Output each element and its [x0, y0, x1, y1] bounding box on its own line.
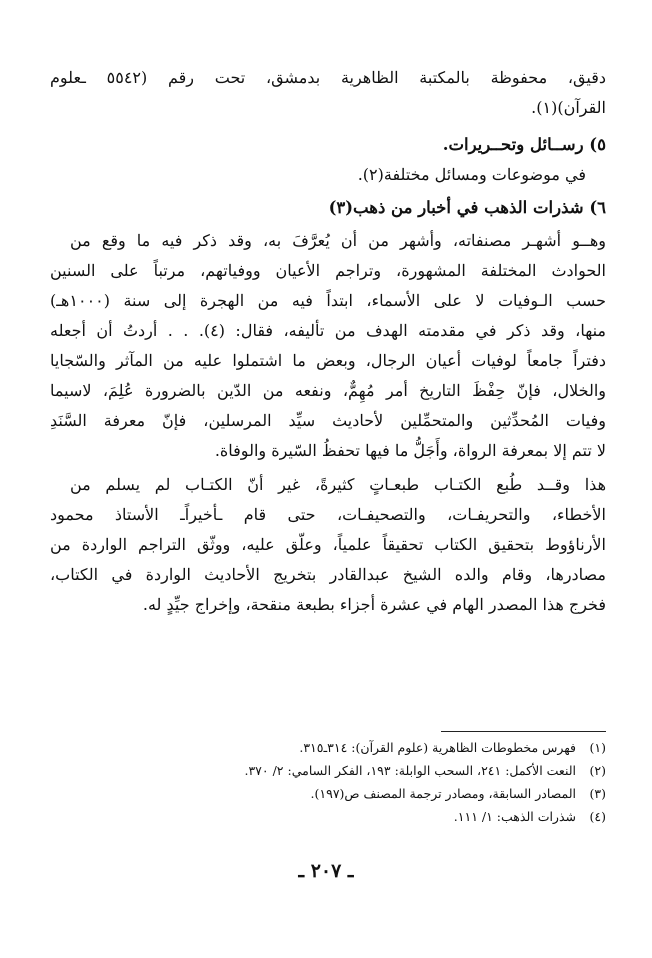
footnote-text: فهرس مخطوطات الظاهرية (علوم القرآن): ٣١٤ـ٣١٥.: [299, 740, 577, 755]
section-heading: ٦) شذرات الذهب في أخبار من ذهب(٣): [328, 198, 606, 217]
body-line: والخلال، فإنّ حِفْظَ التاريخ أمر مُهِمٌّ، ونفعه من الدّين بالضرورة عُلِمَ، لاسيما: [50, 381, 606, 400]
footnote-number: (٤): [589, 809, 606, 824]
body-line: مصادرها، وقام والده الشيخ عبدالقادر بتخريج الأحاديث الواردة في الكتاب،: [50, 565, 606, 584]
section-heading: ٥) رســائل وتحــريرات.: [442, 135, 606, 154]
body-line: فخرج هذا المصدر الهام في عشرة أجزاء بطبعة منقحة، وإخراج جيِّدٍ له.: [142, 595, 606, 614]
footnote: [50, 737, 606, 759]
footnote-text: شذرات الذهب: ١/ ١١١.: [453, 809, 577, 824]
body-line: لا تتم إلا بمعرفة الرواة، وأَجَلُّ ما فيها تحفظُ السّيرة والوفاة.: [214, 441, 606, 460]
body-line: الأخطاء، والتحريفـات، والتصحيفـات، حتى قام ـأخيراًـ الأستاذ محمود: [50, 505, 606, 524]
body-line: الحوادث المختلفة المشهورة، وتراجم الأعيان ووفياتهم، مرتباً على السنين: [50, 261, 606, 280]
body-line: هذا وقــد طُبع الكتـاب طبعـاتٍ كثيرةً، غير أنّ الكتـاب لم يسلم من: [70, 475, 606, 494]
footnote: [50, 760, 606, 782]
body-line: منها، وقد ذكر في مقدمته الهدف من تأليفه، فقال: (٤). . . أردتُ أن أجعله: [50, 321, 606, 340]
body-line: الأرناؤوط بتحقيق الكتاب تحقيقاً علمياً، وعلّق عليه، ووثّق التراجم الواردة من: [50, 535, 606, 554]
body-line: دقيق، محفوظة بالمكتبة الظاهرية بدمشق، تحت رقم (٥٥٤٢ ـعلوم: [50, 68, 606, 87]
footnote-number: (٣): [589, 786, 606, 801]
footnote: [50, 783, 606, 805]
body-line: وفيات المُحدِّثين والمتحمِّلين لأحاديث سيِّد المرسلين، فإنّ معرفة السَّنَدِ: [50, 411, 606, 430]
footnote-number: (٢): [589, 763, 606, 778]
body-line: دفتراً جامعاً لوفيات أعيان الرجال، وبعض ما اشتملوا عليه من المآثر والسّجايا: [50, 351, 606, 370]
body-line: وهــو أشهـر مصنفاته، وأشهر من أن يُعرَّفَ به، وقد ذكر فيه ما وقع من: [70, 231, 606, 250]
footnote-text: النعت الأكمل: ٢٤١، السحب الوابلة: ١٩٣، الفكر السامي: ٢/ ٣٧٠.: [244, 763, 577, 778]
body-line: حسب الـوفيات لا على الأسماء، ابتداً فيه من الهجرة إلى سنة (١٠٠٠هـ): [50, 291, 606, 310]
body-line: القرآن)(١).: [531, 98, 606, 117]
footnote: [50, 806, 606, 828]
body-line: في موضوعات ومسائل مختلفة(٢).: [357, 165, 586, 184]
page-number: ـ ٢٠٧ ـ: [298, 860, 354, 882]
footnote-separator: [441, 731, 606, 732]
footnote-number: (١): [589, 740, 606, 755]
footnote-text: المصادر السابقة، ومصادر ترجمة المصنف ص(١٩٧).: [310, 786, 577, 801]
